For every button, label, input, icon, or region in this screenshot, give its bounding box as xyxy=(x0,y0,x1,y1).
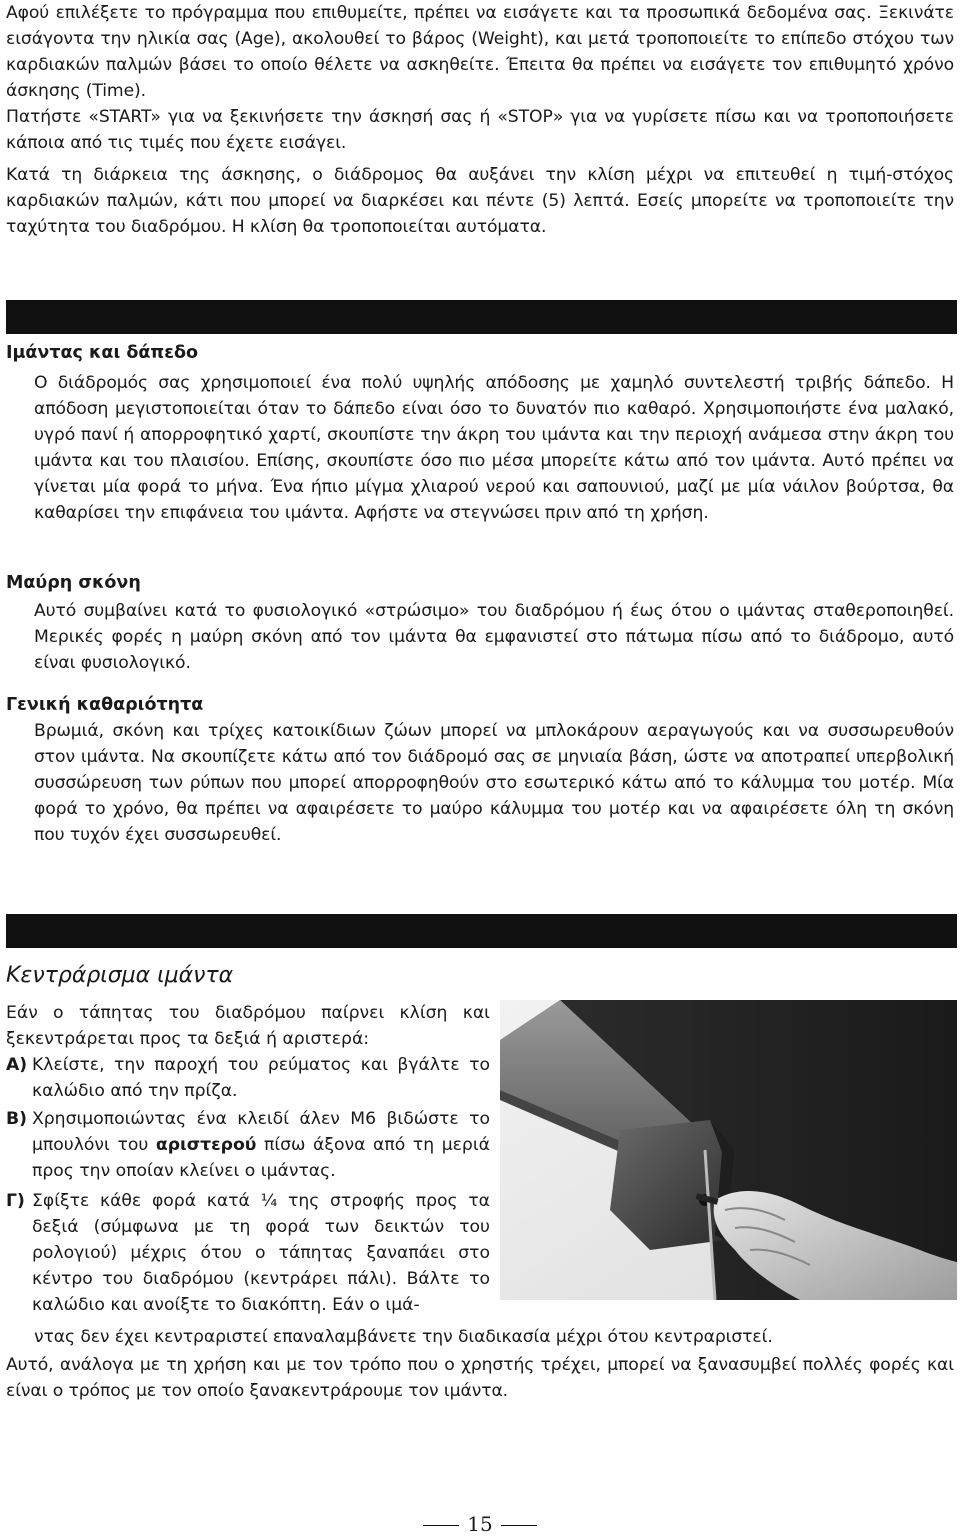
section-title-cleaning: ΚΑΘΑΡΙΟΤΗΤΑ xyxy=(390,306,561,330)
step-b-text-2: πίσω άξονα από τη μεριά προς την οποίαν κλείνει ο ιμάντας. xyxy=(32,1135,490,1181)
step-b-body xyxy=(6,1106,490,1184)
step-b-text-1: Χρησιμοποιώντας ένα κλειδί άλεν M6 βιδώστε το μπουλόνι του xyxy=(32,1109,490,1155)
closing-paragraph: Αυτό, ανάλογα με τη χρήση και με τον τρόπο που ο χρηστής τρέχει, μπορεί να ξανασυμβεί πολλές φορές και είναι ο τρόπος με τον οποίο ξανακεντράρουμε τον ιμάντα. xyxy=(6,1355,954,1401)
page-number-value: 15 xyxy=(467,1512,493,1536)
step-b xyxy=(6,1106,490,1184)
step-a xyxy=(6,1052,490,1104)
page-number-left-rule xyxy=(423,1525,459,1526)
treadmill-belt-adjust-photo xyxy=(500,1000,957,1300)
general-cleaning-text: Βρωμιά, σκόνη και τρίχες κατοικίδιων ζώων μπορεί να μπλοκάρουν αεραγωγούς και να συσσωρευθούν στον ιμάντα. Να σκουπίζετε κάτω από τον διάδρομό σας σε μηνιαία βάση, ώστε να αποτραπεί υπερβολική συσσώρευση των ρύπων που μπορεί απορροφηθούν στο εσωτερικό κάτω από το κάλυμμα του μοτέρ. Μία φορά το χρόνο, θα πρέπει να αφαιρέσετε το μαύρο κάλυμμα του μοτέρ και να αφαιρέσετε όλη τη σκόνη που τυχόν έχει συσσωρευθεί. xyxy=(34,721,954,845)
belt-centering-heading: Κεντράρισμα ιμάντα xyxy=(6,963,234,988)
step-a-letter: A) xyxy=(6,1055,28,1075)
section-title-belt-adjust: ΡΥΘΜΙΣΗ ΙΜΑΝΤΑ xyxy=(370,920,580,944)
step-b-letter: B) xyxy=(6,1109,27,1129)
step-b-bold-word: αριστερού xyxy=(155,1135,257,1155)
belt-floor-text: Ο διάδρομός σας χρησιμοποιεί ένα πολύ υψηλής απόδοσης με χαμηλό συντελεστή τριβής δάπεδο. Η απόδοση μεγιστοποιείται όταν το δάπεδο είναι όσο το δυνατόν πιο καθαρό. Χρησιμοποιήστε ένα μαλακό, υγρό πανί ή απορροφητικό χαρτί, σκουπίστε την άκρη του ιμάντα και την περιοχή ανάμεσα στην άκρη του ιμάντα και του πλαισίου. Επίσης, σκουπίστε όσο πιο μέσα μπορείτε κάτω από τον ιμάντα. Αυτό πρέπει να γίνεται μία φορά το μήνα. Ένα ήπιο μίγμα χλιαρού νερού και σαπουνιού, μαζί με μία νάιλον βούρτσα, θα καθαρίσει την επιφάνεια του ιμάντα. Αφήστε να στεγνώσει πριν από τη χρήση. xyxy=(34,373,954,523)
belt-centering-intro: Εάν ο τάπητας του διαδρόμου παίρνει κλίση και ξεκεντράρεται προς τα δεξιά ή αριστερά: xyxy=(6,1003,490,1049)
intro-paragraph-3: Κατά τη διάρκεια της άσκησης, ο διάδρομος θα αυξάνει την κλίση μέχρι να επιτευθεί η τιμή-στόχος καρδιακών παλμών, κάτι που μπορεί να διαρκέσει και πέντε (5) λεπτά. Εσείς μπορείτε να τροποποιείτε την ταχύτητα του διαδρόμου. Η κλίση θα τροποποιείται αυτόματα. xyxy=(6,165,954,237)
intro-paragraph-1: Αφού επιλέξετε το πρόγραμμα που επιθυμείτε, πρέπει να εισάγετε και τα προσωπικά δεδομένα σας. Ξεκινάτε εισάγοντα την ηλικία σας (Age), ακολουθεί το βάρος (Weight), και μετά τροποποιείτε το επίπεδο στόχου των καρδιακών παλμών βάσει το οποίο θέλετε να ασκηθείτε. Έπειτα θα πρέπει να εισάγετε τον επιθυμητό χρόνο άσκησης (Time). xyxy=(6,3,954,101)
step-c xyxy=(6,1188,490,1318)
intro-paragraph-2: Πατήστε «START» για να ξεκινήσετε την άσκησή σας ή «STOP» για να γυρίσετε πίσω και να τροποποιήσετε κάποια από τις τιμές που έχετε εισάγει. xyxy=(6,107,954,153)
step-c-continuation: ντας δεν έχει κεντραριστεί επαναλαμβάνετε την διαδικασία μέχρι ότου κεντραριστεί. xyxy=(34,1327,773,1347)
page-number-right-rule xyxy=(501,1525,537,1526)
page-number xyxy=(0,1512,960,1536)
belt-floor-heading: Ιμάντας και δάπεδο xyxy=(6,343,199,363)
general-cleaning-heading: Γενική καθαριότητα xyxy=(6,695,204,715)
black-dust-heading: Μαύρη σκόνη xyxy=(6,573,141,593)
step-a-text: Κλείστε, την παροχή του ρεύματος και βγάλτε το καλώδιο από την πρίζα. xyxy=(32,1055,490,1101)
step-c-letter: Γ) xyxy=(6,1191,25,1211)
black-dust-text: Αυτό συμβαίνει κατά το φυσιολογικό «στρώσιμο» του διαδρόμου ή έως ότου ο ιμάντας σταθεροποιηθεί. Μερικές φορές η μαύρη σκόνη από τον ιμάντα θα εμφανιστεί στο πάτωμα πίσω από το διάδρομο, αυτό είναι φυσιολογικό. xyxy=(34,601,954,673)
step-c-text: Σφίξτε κάθε φορά κατά ¼ της στροφής προς τα δεξιά (σύμφωνα με τη φορά των δεικτών του ρολογιού) μέχρις ότου ο τάπητας ξαναπάει στο κέντρο του διαδρόμου (κεντράρει πάλι). Βάλτε το καλώδιο και ανοίξτε το διακόπτη. Εάν ο ιμά- xyxy=(32,1191,490,1315)
